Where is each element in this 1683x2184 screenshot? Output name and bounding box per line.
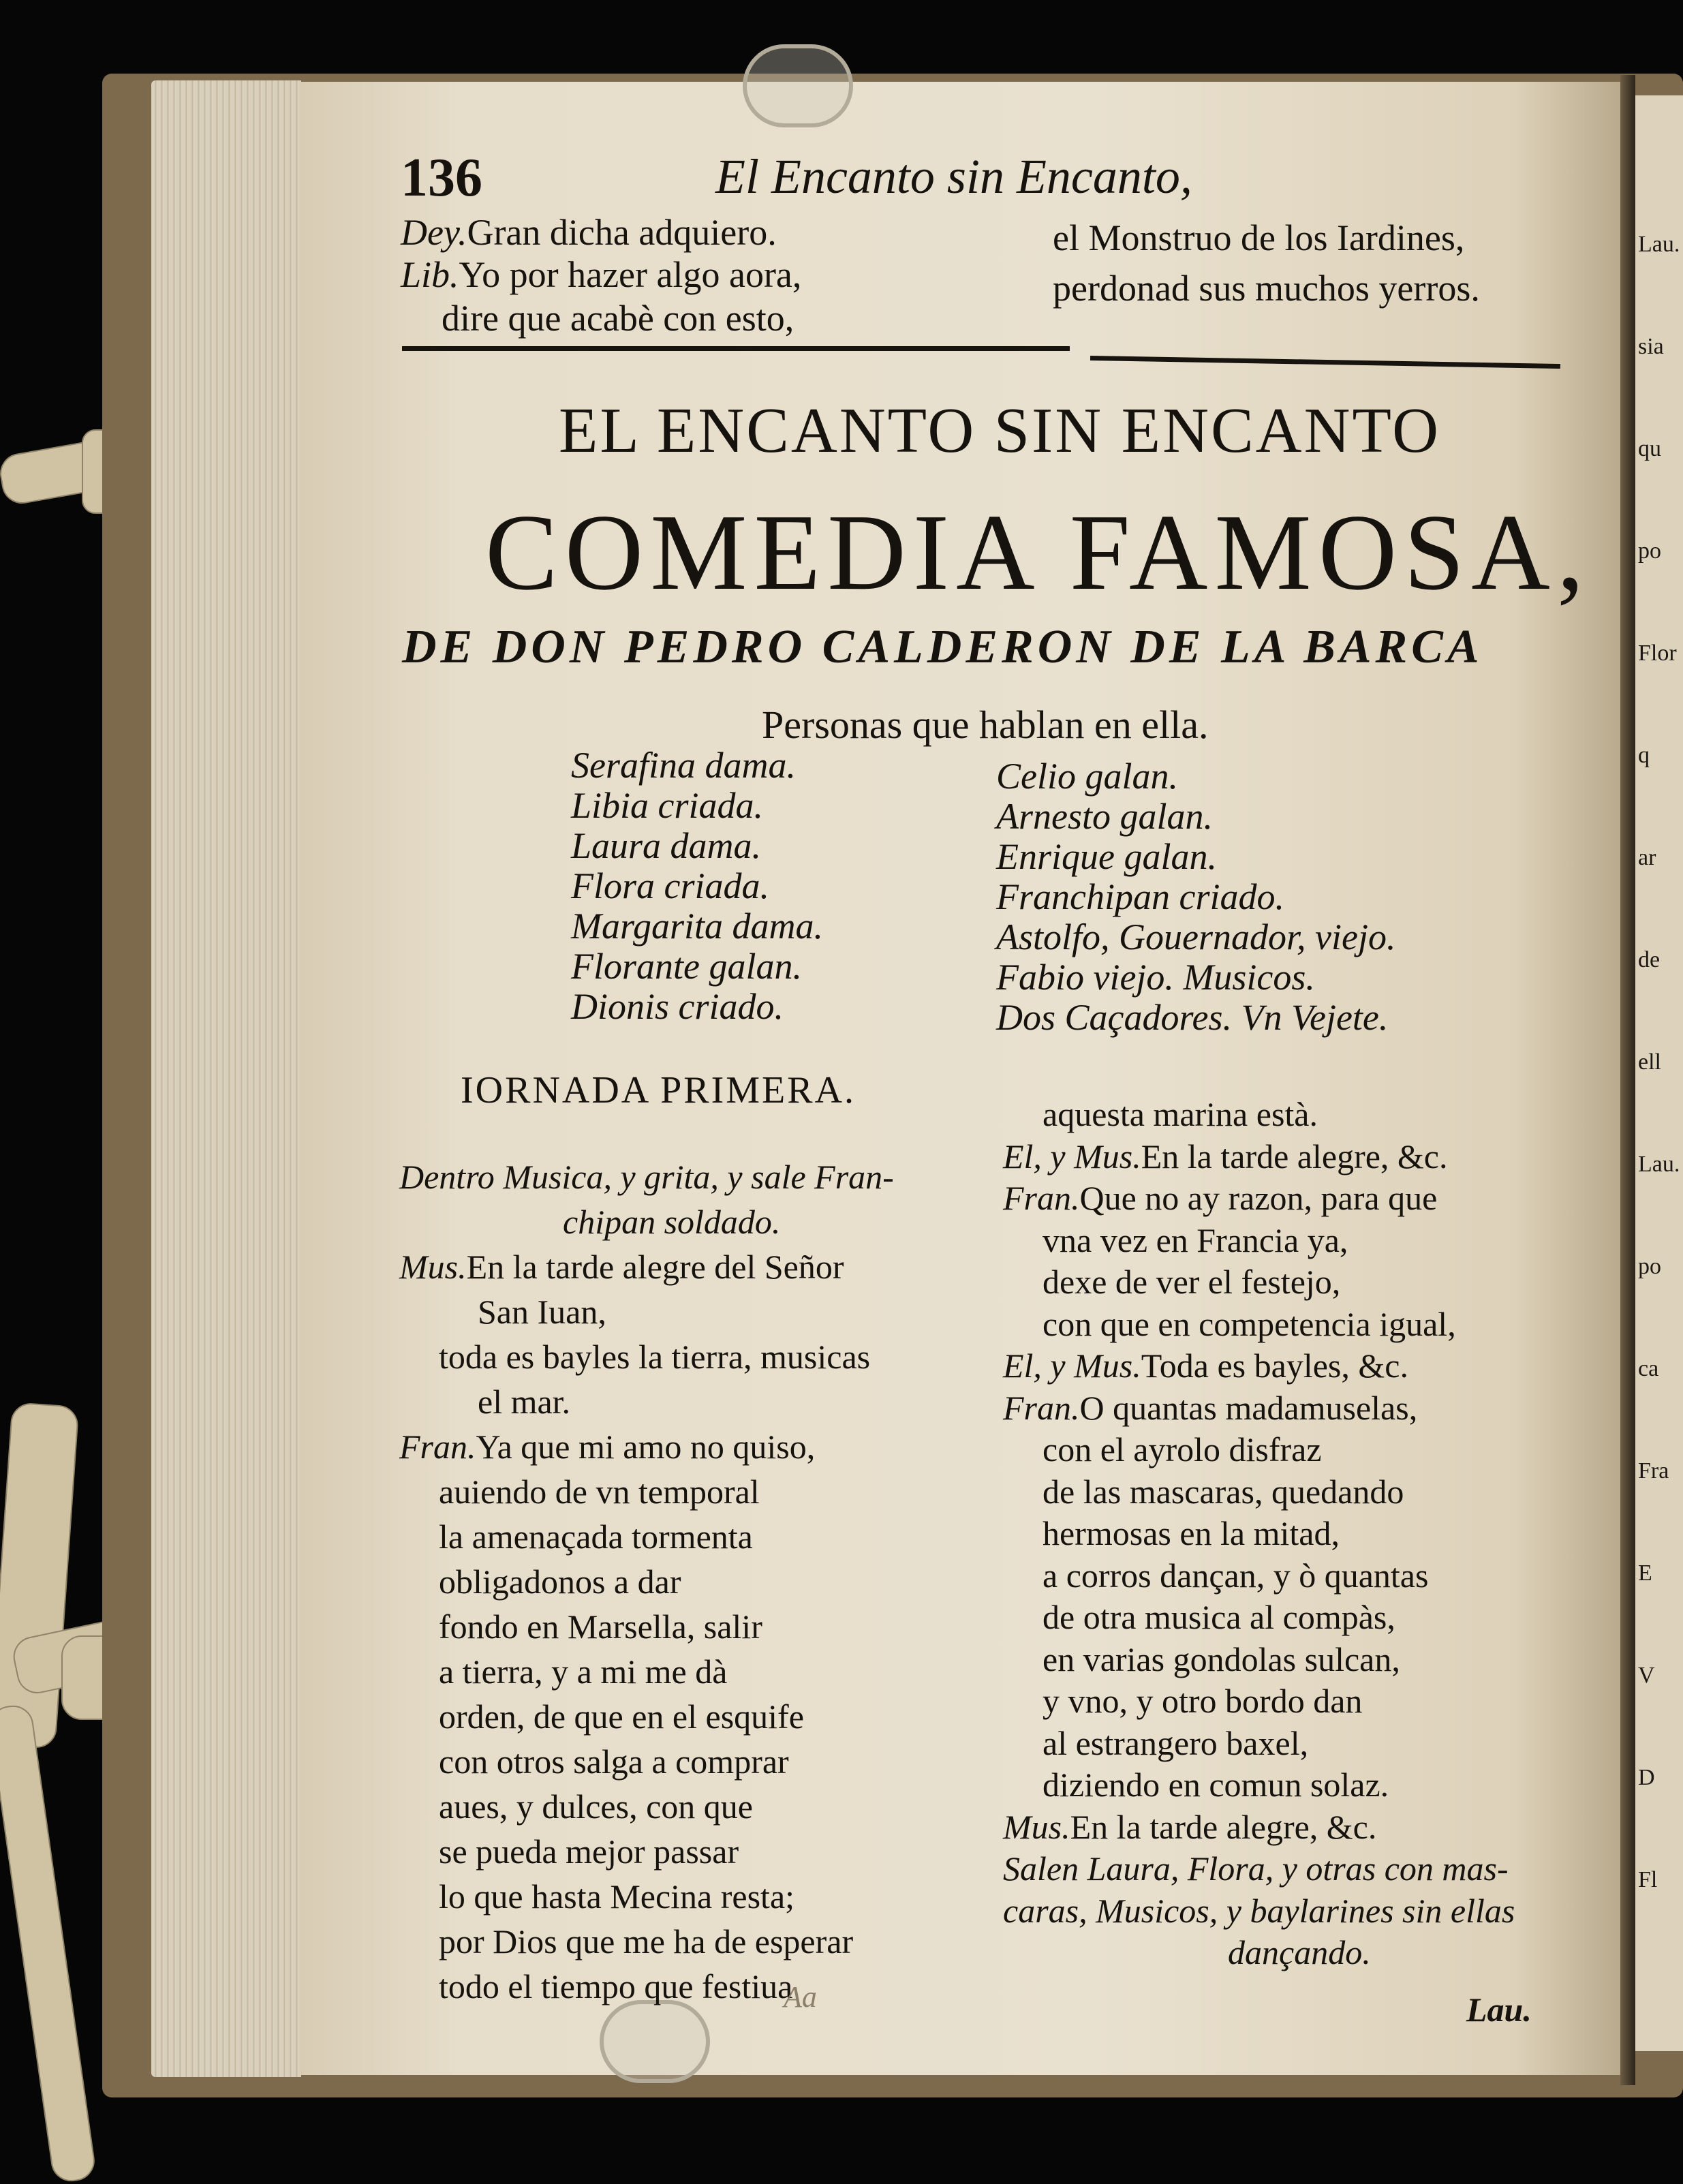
closing-left-3: dire que acabè con esto, <box>442 298 794 339</box>
speech-text: Ya que mi amo no quiso, <box>476 1428 816 1466</box>
speaker-label: Mus. <box>1003 1807 1070 1846</box>
speaker-label: Fran. <box>1003 1179 1080 1217</box>
persona-left-item: Flora criada. <box>571 865 769 906</box>
text-line: al estrangero baxel, <box>1043 1723 1309 1762</box>
text-line: chipan soldado. <box>563 1203 781 1241</box>
persona-right-item: Enrique galan. <box>996 836 1217 877</box>
speaker-label: Fran. <box>399 1428 476 1466</box>
facing-page-fragment: sia <box>1638 334 1664 359</box>
persona-right-item: Celio galan. <box>996 756 1178 797</box>
facing-page-fragment: po <box>1638 1254 1661 1279</box>
text-line: auiendo de vn temporal <box>439 1473 760 1511</box>
text-line: se pueda mejor passar <box>439 1832 739 1871</box>
speech-text: En la tarde alegre, &c. <box>1141 1137 1448 1175</box>
text-line: toda es bayles la tierra, musicas <box>439 1338 871 1376</box>
persona-right-item: Arnesto galan. <box>996 796 1213 837</box>
text-line: hermosas en la mitad, <box>1043 1514 1340 1552</box>
text-line <box>1003 1388 1417 1428</box>
text-line: en varias gondolas sulcan, <box>1043 1640 1400 1678</box>
text-line: Salen Laura, Flora, y otras con mas- <box>1003 1849 1509 1888</box>
speech-text: En la tarde alegre del Señor <box>466 1248 844 1286</box>
page-number: 136 <box>401 148 482 208</box>
text-line: aues, y dulces, con que <box>439 1787 753 1826</box>
page-edges <box>151 80 301 2077</box>
facing-page-fragment: E <box>1638 1560 1652 1586</box>
divider-rule-left <box>402 346 1070 351</box>
persona-left-item: Libia criada. <box>571 785 764 826</box>
text-line: lo que hasta Mecina resta; <box>439 1877 795 1916</box>
cloth-tie-string <box>0 1703 97 2184</box>
text-line: aquesta marina està. <box>1043 1095 1318 1133</box>
text-line: la amenaçada tormenta <box>439 1518 753 1556</box>
text-line: con el ayrolo disfraz <box>1043 1430 1322 1468</box>
speech-text: En la tarde alegre, &c. <box>1070 1807 1377 1846</box>
text-line <box>1003 1346 1408 1385</box>
speech-text: Que no ay razon, para que <box>1079 1179 1438 1217</box>
facing-page-fragment: po <box>1638 538 1661 564</box>
facing-page-fragment: q <box>1638 743 1650 768</box>
speaker-label: El, y Mus. <box>1003 1347 1141 1385</box>
text-line: vna vez en Francia ya, <box>1043 1220 1348 1259</box>
closing-left-1: Dey.Gran dicha adquiero. <box>401 212 777 253</box>
text-line: San Iuan, <box>478 1293 606 1331</box>
text-line: por Dios que me ha de esperar <box>439 1922 854 1960</box>
text-line: a corros dançan, y ò quantas <box>1043 1556 1429 1595</box>
text-line: de otra musica al compàs, <box>1043 1598 1395 1636</box>
text-line: a tierra, y a mi me dà <box>439 1652 728 1691</box>
closing-right-2: perdonad sus muchos yerros. <box>1053 268 1480 309</box>
text-line: dançando. <box>1228 1933 1371 1971</box>
author-line: DE DON PEDRO CALDERON DE LA BARCA <box>402 621 1483 673</box>
facing-page-fragment: Lau. <box>1638 1152 1680 1177</box>
persona-left-item: Laura dama. <box>571 825 762 866</box>
running-title: El Encanto sin Encanto, <box>715 149 1192 204</box>
persona-left-item: Dionis criado. <box>571 986 784 1027</box>
closing-right-1: el Monstruo de los Iardines, <box>1053 217 1465 258</box>
text-line <box>1003 1807 1376 1847</box>
text-line: y vno, y otro bordo dan <box>1043 1682 1363 1720</box>
facing-page-fragment: D <box>1638 1765 1655 1790</box>
text-line: de las mascaras, quedando <box>1043 1472 1404 1511</box>
persona-right-item: Astolfo, Gouernador, viejo. <box>996 917 1396 957</box>
text-line: con que en competencia igual, <box>1043 1304 1456 1343</box>
persona-left-item: Florante galan. <box>571 946 802 987</box>
facing-page-fragment: ca <box>1638 1356 1659 1381</box>
facing-page-fragment: ell <box>1638 1049 1661 1075</box>
text-line <box>399 1427 815 1466</box>
text-line: caras, Musicos, y baylarines sin ellas <box>1003 1891 1515 1930</box>
signature-mark: Aa <box>784 1980 817 2014</box>
persona-right-item: Dos Caçadores. Vn Vejete. <box>996 997 1389 1038</box>
text-line: fondo en Marsella, salir <box>439 1608 762 1646</box>
text-line: el mar. <box>478 1383 571 1421</box>
catchword: Lau. <box>1466 1990 1532 2029</box>
title-line-2: COMEDIA FAMOSA, <box>485 491 1591 613</box>
speaker-label: El, y Mus. <box>1003 1137 1141 1175</box>
text-line: diziendo en comun solaz. <box>1043 1766 1389 1804</box>
persona-right-item: Franchipan criado. <box>996 876 1284 917</box>
facing-page-fragment: Lau. <box>1638 232 1680 257</box>
persona-right-item: Fabio viejo. Musicos. <box>996 957 1315 998</box>
text-line <box>1003 1137 1448 1176</box>
clasp-top <box>743 44 853 127</box>
speech-text: O quantas madamuselas, <box>1079 1388 1418 1427</box>
facing-page-fragment: Flor <box>1638 641 1677 666</box>
text-line: todo el tiempo que festiua <box>439 1967 793 2005</box>
persona-left-item: Serafina dama. <box>571 745 796 786</box>
text-line: Dentro Musica, y grita, y sale Fran- <box>399 1158 894 1196</box>
jornada-heading: IORNADA PRIMERA. <box>461 1069 856 1111</box>
speaker-label: Mus. <box>399 1248 467 1286</box>
text-line <box>1003 1178 1437 1218</box>
title-line-1: EL ENCANTO SIN ENCANTO <box>559 395 1441 466</box>
text-line <box>399 1247 844 1287</box>
gutter <box>1620 75 1635 2085</box>
clasp-bottom <box>600 2000 710 2083</box>
text-line: dexe de ver el festejo, <box>1043 1263 1341 1301</box>
facing-page-fragment: Fra <box>1638 1458 1669 1483</box>
facing-page-fragment: de <box>1638 947 1661 972</box>
text-line: obligadonos a dar <box>439 1563 681 1601</box>
facing-page-fragment: V <box>1638 1663 1655 1688</box>
persona-left-item: Margarita dama. <box>571 906 824 947</box>
facing-page-fragment: qu <box>1638 436 1661 461</box>
facing-page-fragment: Fl <box>1638 1867 1658 1892</box>
closing-left-2: Lib.Yo por hazer algo aora, <box>401 254 802 295</box>
speech-text: Toda es bayles, &c. <box>1141 1347 1408 1385</box>
facing-page-fragment: ar <box>1638 845 1656 870</box>
speaker-label: Fran. <box>1003 1388 1080 1427</box>
text-line: orden, de que en el esquife <box>439 1697 804 1736</box>
text-line: con otros salga a comprar <box>439 1742 789 1781</box>
personas-heading: Personas que hablan en ella. <box>762 703 1209 747</box>
